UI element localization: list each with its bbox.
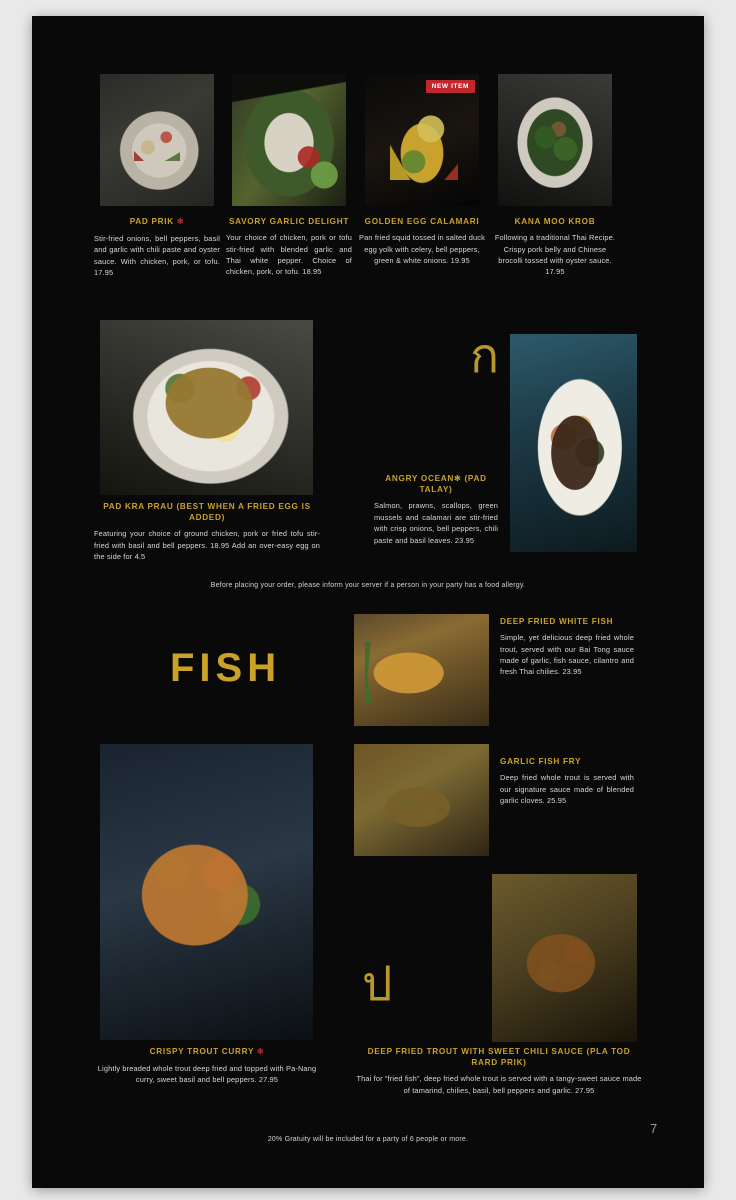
dish-block-pad-kra-prau xyxy=(94,501,320,563)
dish-title: GOLDEN EGG CALAMARI xyxy=(364,217,480,226)
gratuity-note: 20% Gratuity will be included for a party of 6 people or more. xyxy=(267,1136,469,1143)
dish-title: KANA MOO KROB xyxy=(514,217,596,226)
dish-photo-savory-garlic-delight xyxy=(232,74,346,206)
spicy-icon: ✻ xyxy=(176,217,185,226)
dish-title: PAD PRIK ✻ xyxy=(129,217,185,226)
menu-page xyxy=(32,16,704,1188)
dish-block-garlic-fish-fry xyxy=(500,756,634,806)
dish-photo-golden-egg-calamari xyxy=(365,74,479,206)
dish-photo-deep-fried-trout-sweet-chili xyxy=(492,874,637,1042)
section-heading-fish: FISH xyxy=(170,646,282,690)
dish-block-pad-prik xyxy=(94,216,220,279)
dish-block-savory-garlic-delight xyxy=(226,216,352,278)
dish-photo-deep-fried-white-fish xyxy=(354,614,489,726)
thai-letter-decor-top: ก xyxy=(470,328,500,384)
page-number: 7 xyxy=(650,1121,658,1136)
dish-description: Salmon, prawns, scallops, green mussels and calamari are stir-fried with crisp onions, bell peppers, chili paste and basil leaves. 23.95 xyxy=(374,501,498,545)
dish-title: ANGRY OCEAN✻ (PAD TALAY) xyxy=(385,474,487,495)
dish-description: Your choice of chicken, pork or tofu stir-fried with blended garlic and Thai white pepper. Choice of chicken, pork, or tofu. 18.95 xyxy=(226,233,352,277)
dish-block-angry-ocean xyxy=(374,473,498,546)
dish-description: Lightly breaded whole trout deep fried and topped with Pa-Nang curry, sweet basil and bell peppers. 27.95 xyxy=(97,1063,317,1085)
dish-photo-pad-kra-prau xyxy=(100,320,313,495)
dish-title: CRISPY TROUT CURRY ✻ xyxy=(149,1047,265,1056)
menu-content xyxy=(32,16,704,1188)
dish-description: Featuring your choice of ground chicken, pork or fried tofu stir-fried with basil and bell peppers. 18.95 Add an over-easy egg on the side for 4.5 xyxy=(94,529,320,562)
dish-title: DEEP FRIED TROUT WITH SWEET CHILI SAUCE (PLA TOD RARD PRIK) xyxy=(367,1047,631,1068)
dish-block-deep-fried-trout-sweet-chili xyxy=(354,1046,644,1096)
dish-photo-pad-prik xyxy=(100,74,214,206)
spicy-icon: ✻ xyxy=(256,1047,265,1056)
dish-photo-garlic-fish-fry xyxy=(354,744,489,856)
dish-description: Stir-fried onions, bell peppers, basil and garlic with chili paste and oyster sauce. With chicken, pork, or tofu. 17.95 xyxy=(94,233,220,278)
thai-letter-decor-bottom: ป xyxy=(362,956,393,1012)
dish-title: PAD KRA PRAU (BEST WHEN A FRIED EGG IS ADDED) xyxy=(103,502,311,523)
dish-description: Pan fried squid tossed in salted duck egg yolk with celery, bell peppers, green & white onions. 19.95 xyxy=(359,233,485,265)
dish-title: GARLIC FISH FRY xyxy=(500,757,582,766)
dish-photo-crispy-trout-curry xyxy=(100,744,313,1040)
dish-description: Thai for “fried fish”, deep fried whole trout is served with a tangy-sweet sauce made of tamarind, chilies, basil, bell peppers and garlic. 27.95 xyxy=(356,1074,642,1095)
dish-photo-angry-ocean xyxy=(510,334,637,552)
dish-description: Simple, yet delicious deep fried whole trout, served with our Bai Tong sauce made of garlic, fish sauce, cilantro and fresh Thai chilies. 23.95 xyxy=(500,633,634,677)
allergy-note: Before placing your order, please inform your server if a person in your party has a food allergy. xyxy=(210,582,526,589)
dish-title: DEEP FRIED WHITE FISH xyxy=(500,617,614,626)
dish-title: SAVORY GARLIC DELIGHT xyxy=(228,217,350,226)
dish-block-deep-fried-white-fish xyxy=(500,616,634,678)
dish-photo-kana-moo-krob xyxy=(498,74,612,206)
new-item-badge: NEW ITEM xyxy=(426,80,475,93)
dish-block-kana-moo-krob xyxy=(492,216,618,278)
dish-description: Following a traditional Thai Recipe. Crispy pork belly and Chinese brocolli tossed with oyster sauce. 17.95 xyxy=(494,233,616,277)
dish-description: Deep fried whole trout is served with our signature sauce made of blended garlic cloves. 25.95 xyxy=(500,773,634,805)
dish-block-crispy-trout-curry xyxy=(94,1046,320,1086)
dish-block-golden-egg-calamari xyxy=(359,216,485,266)
